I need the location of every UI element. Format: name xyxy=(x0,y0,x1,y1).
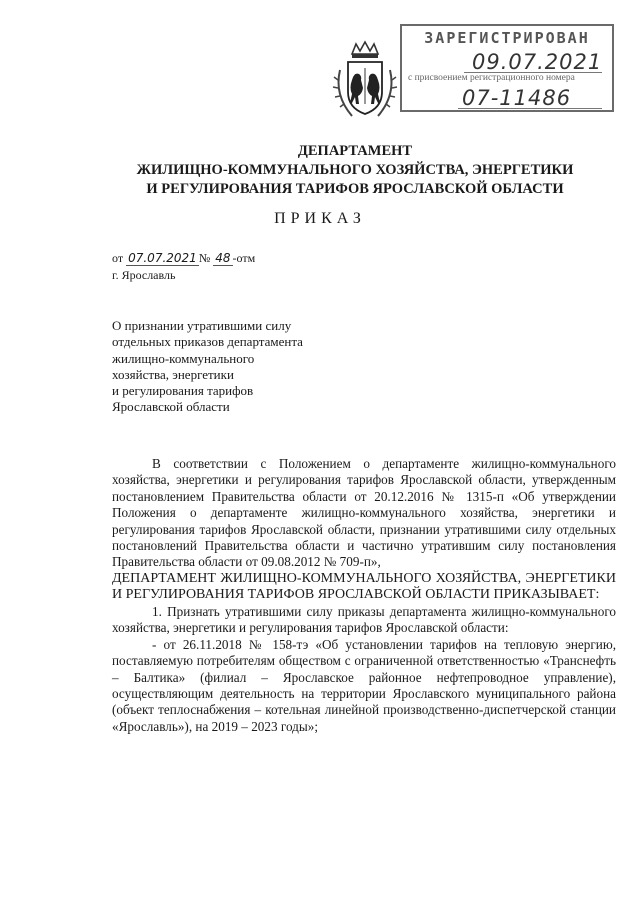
document-type: ПРИКАЗ xyxy=(274,210,366,227)
preamble-paragraph: В соответствии с Положением о департаменте жилищно-коммунального хозяйства, энергетики и регулирования тарифов Ярославской области, утвержденным постановлением Правительства области от 20.12.2016 № 1315-п «Об утверждении Положения о департаменте жилищно-коммунального хозяйства, энергетики и регулирования тарифов Ярославской области, признании утратившими силу отдельных постановлений Правительства области и частично утратившим силу постановления Правительства области от 09.08.2012 № 709-п», xyxy=(112,456,616,570)
subject-line: О признании утратившими силу xyxy=(112,318,292,333)
number-label: № xyxy=(198,251,211,265)
stamp-note: с присвоением регистрационного номера xyxy=(408,73,575,83)
from-label: от xyxy=(112,251,124,265)
order-subject xyxy=(112,318,372,416)
department-orders-paragraph: ДЕПАРТАМЕНТ ЖИЛИЩНО-КОММУНАЛЬНОГО ХОЗЯЙСТВА, ЭНЕРГЕТИКИ И РЕГУЛИРОВАНИЯ ТАРИФОВ ЯРОСЛАВСКОЙ ОБЛАСТИ ПРИКАЗЫВАЕТ: xyxy=(112,570,616,603)
order-number: 48 xyxy=(215,251,231,265)
stamp-number: 07-11486 xyxy=(462,86,572,110)
stamp-date: 09.07.2021 xyxy=(472,50,603,74)
item-1-paragraph: 1. Признать утратившими силу приказы департамента жилищно-коммунального хозяйства, энергетики и регулирования тарифов Ярославской области: xyxy=(112,604,616,636)
stamp-title: ЗАРЕГИСТРИРОВАН xyxy=(424,29,590,47)
registration-stamp xyxy=(400,24,614,112)
order-meta xyxy=(112,250,255,284)
order-date: 07.07.2021 xyxy=(128,251,197,265)
coat-of-arms-emblem xyxy=(330,40,400,122)
heading-line-2: ЖИЛИЩНО-КОММУНАЛЬНОГО ХОЗЯЙСТВА, ЭНЕРГЕТИКИ xyxy=(136,162,574,178)
city: г. Ярославль xyxy=(112,268,176,282)
heading-line-3: И РЕГУЛИРОВАНИЯ ТАРИФОВ ЯРОСЛАВСКОЙ ОБЛАСТИ xyxy=(146,181,564,197)
subject-line: Ярославской области xyxy=(112,399,230,415)
subject-line: отдельных приказов департамента xyxy=(112,334,303,350)
subject-line: жилищно-коммунального xyxy=(112,350,255,366)
item-1-subitem: - от 26.11.2018 № 158-тэ «Об установлении тарифов на тепловую энергию, поставляемую потребителям обществом с ограниченной ответственностью «Транснефть – Балтика» (филиал – Ярославское районное нефтепроводное управление), осуществляющим деятельность на территории Ярославского муниципального района (объект теплоснабжения – котельная линейной производственно-диспетчерской станции «Ярославль»), на 2019 – 2023 годы»; xyxy=(112,636,616,734)
department-heading xyxy=(100,142,610,199)
number-suffix: -отм xyxy=(232,251,256,265)
order-body xyxy=(112,456,616,735)
subject-line: и регулирования тарифов xyxy=(112,383,254,399)
subject-line: хозяйства, энергетики xyxy=(112,366,234,382)
heading-line-1: ДЕПАРТАМЕНТ xyxy=(297,143,413,159)
